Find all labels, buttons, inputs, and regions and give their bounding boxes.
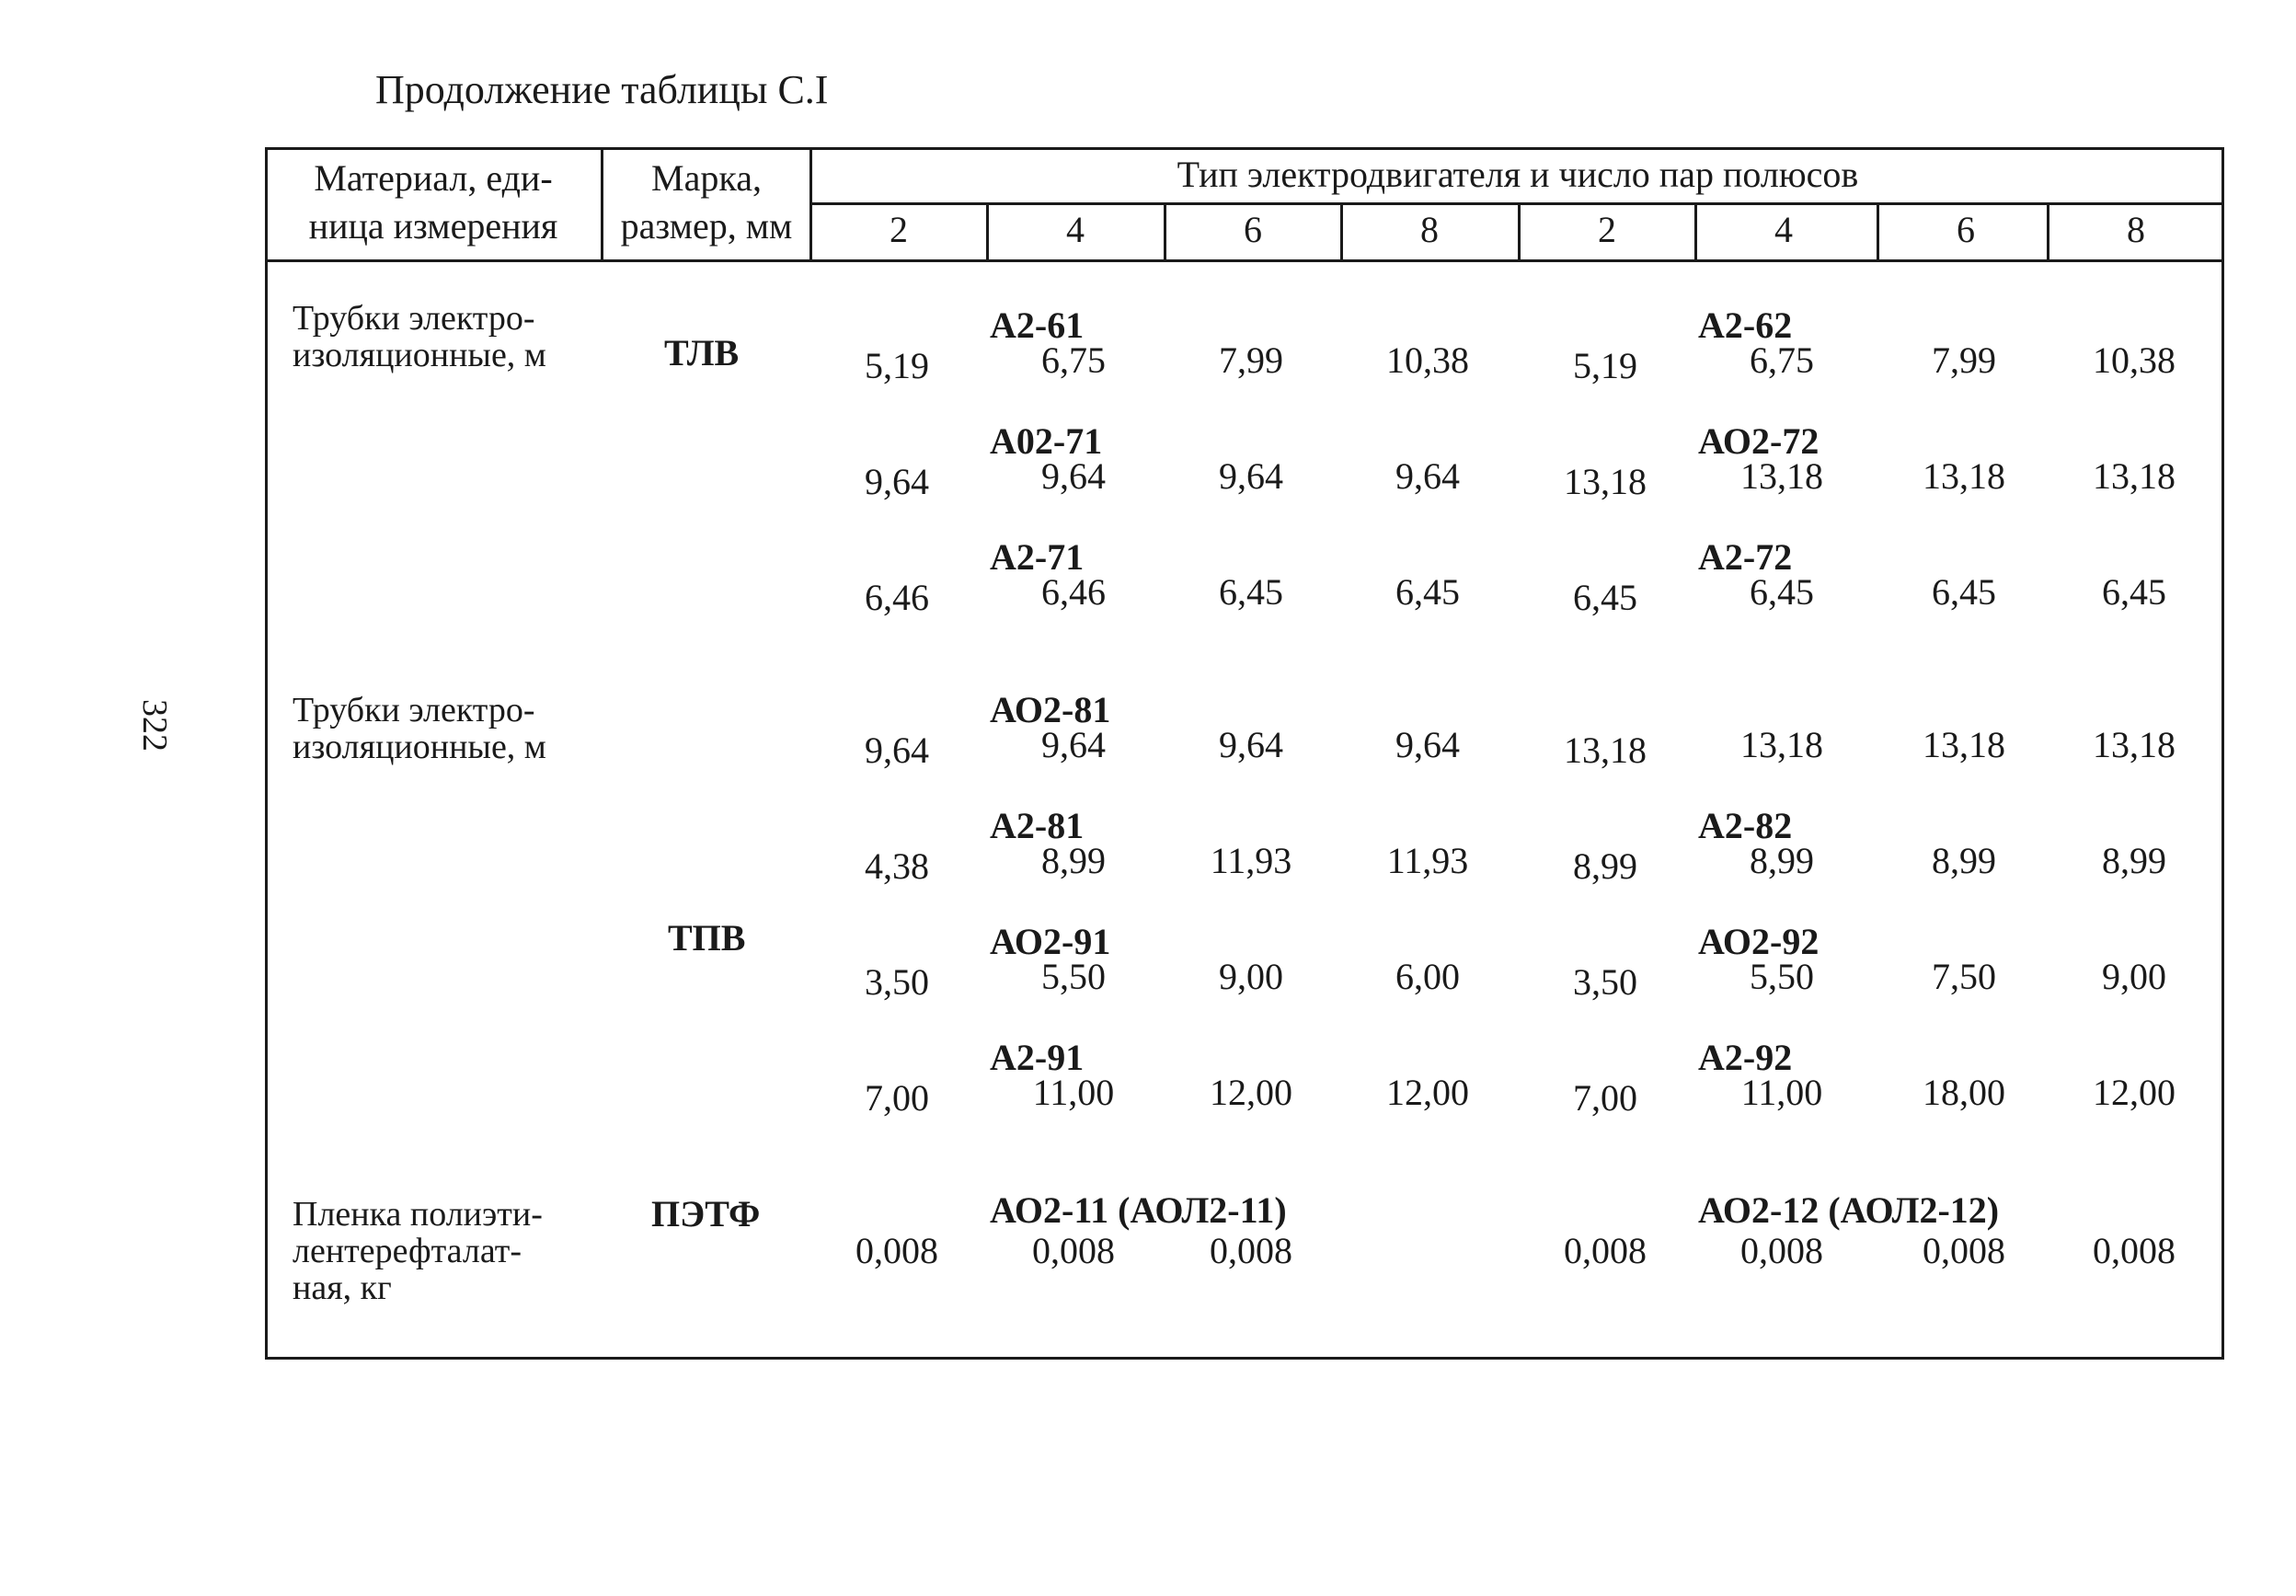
- model-label: АО2-11 (АОЛ2-11): [990, 1189, 1287, 1231]
- model-label: АО2-12 (АОЛ2-12): [1698, 1189, 2000, 1231]
- value-cell: 9,64: [1041, 724, 1106, 765]
- page-number: 322: [135, 699, 174, 752]
- model-label: А2-71: [990, 536, 1085, 578]
- value-cell: 5,19: [865, 345, 929, 386]
- value-cell: 0,008: [1210, 1230, 1292, 1271]
- value-cell: 13,18: [2093, 724, 2175, 765]
- value-cell: 9,64: [1395, 724, 1460, 765]
- value-cell: 11,00: [1740, 1072, 1823, 1113]
- value-cell: 6,46: [865, 577, 929, 618]
- header-mark: Марка, размер, мм: [620, 157, 793, 247]
- value-cell: 9,00: [2102, 956, 2166, 997]
- row-label-film: Пленка полиэти- лентерефталат- ная, кг: [293, 1195, 543, 1307]
- value-cell: 9,64: [865, 461, 929, 502]
- value-cell: 13,18: [1923, 455, 2005, 497]
- value-cell: 11,93: [1210, 840, 1292, 881]
- model-label: А02-71: [990, 420, 1103, 462]
- value-cell: 6,75: [1041, 339, 1106, 381]
- value-cell: 0,008: [1740, 1230, 1823, 1271]
- header-pole-count: 2: [890, 209, 908, 250]
- header-divider-bottom: [265, 259, 2224, 262]
- model-label: АО2-72: [1698, 420, 1820, 462]
- header-divider-top: [809, 202, 2224, 205]
- model-label: А2-91: [990, 1037, 1085, 1078]
- model-label: А2-92: [1698, 1037, 1793, 1078]
- value-cell: 9,64: [865, 729, 929, 771]
- model-label: АО2-91: [990, 921, 1111, 962]
- mark-petf: ПЭТФ: [651, 1193, 761, 1234]
- value-cell: 9,64: [1219, 724, 1283, 765]
- value-cell: 13,18: [2093, 455, 2175, 497]
- value-cell: 6,45: [1395, 571, 1460, 613]
- value-cell: 7,99: [1932, 339, 1996, 381]
- value-cell: 6,00: [1395, 956, 1460, 997]
- value-cell: 13,18: [1923, 724, 2005, 765]
- value-cell: 3,50: [1573, 961, 1637, 1003]
- value-cell: 13,18: [1740, 724, 1823, 765]
- value-cell: 12,00: [1210, 1072, 1292, 1113]
- value-cell: 0,008: [1032, 1230, 1115, 1271]
- value-cell: 9,64: [1219, 455, 1283, 497]
- value-cell: 12,00: [2093, 1072, 2175, 1113]
- value-cell: 6,46: [1041, 571, 1106, 613]
- value-cell: 0,008: [1923, 1230, 2005, 1271]
- model-label: А2-82: [1698, 805, 1793, 846]
- mark-tlv: ТЛВ: [664, 332, 740, 373]
- value-cell: 6,75: [1750, 339, 1814, 381]
- value-cell: 8,99: [1932, 840, 1996, 881]
- col-divider-material: [601, 147, 603, 261]
- value-cell: 18,00: [1923, 1072, 2005, 1113]
- value-cell: 3,50: [865, 961, 929, 1003]
- value-cell: 6,45: [2102, 571, 2166, 613]
- value-cell: 9,64: [1395, 455, 1460, 497]
- value-cell: 13,18: [1740, 455, 1823, 497]
- row-label-tubes: Трубки электро- изоляционные, м: [293, 691, 546, 766]
- value-cell: 6,45: [1219, 571, 1283, 613]
- model-label: АО2-81: [990, 689, 1111, 730]
- model-label: АО2-92: [1698, 921, 1820, 962]
- value-cell: 9,64: [1041, 455, 1106, 497]
- header-pole-count: 4: [1066, 209, 1085, 250]
- value-cell: 5,50: [1041, 956, 1106, 997]
- table-caption: Продолжение таблицы С.I: [375, 67, 829, 112]
- value-cell: 0,008: [1564, 1230, 1647, 1271]
- model-label: А2-61: [990, 304, 1085, 346]
- row-label-tubes: Трубки электро- изоляционные, м: [293, 299, 546, 374]
- header-pole-count: 4: [1774, 209, 1793, 250]
- value-cell: 13,18: [1564, 461, 1647, 502]
- value-cell: 5,19: [1573, 345, 1637, 386]
- header-motor-type: Тип электродвигателя и число пар полюсов: [1177, 154, 1859, 195]
- value-cell: 5,50: [1750, 956, 1814, 997]
- value-cell: 11,93: [1386, 840, 1469, 881]
- header-pole-count: 8: [2127, 209, 2145, 250]
- value-cell: 8,99: [1750, 840, 1814, 881]
- value-cell: 8,99: [2102, 840, 2166, 881]
- model-label: А2-81: [990, 805, 1085, 846]
- mark-tpv: ТПВ: [668, 917, 746, 959]
- value-cell: 7,00: [1573, 1077, 1637, 1119]
- header-pole-count: 6: [1244, 209, 1262, 250]
- value-cell: 6,45: [1932, 571, 1996, 613]
- value-cell: 7,99: [1219, 339, 1283, 381]
- value-cell: 8,99: [1573, 845, 1637, 887]
- model-label: А2-62: [1698, 304, 1793, 346]
- value-cell: 6,45: [1573, 577, 1637, 618]
- header-pole-count: 8: [1420, 209, 1439, 250]
- value-cell: 11,00: [1032, 1072, 1115, 1113]
- value-cell: 4,38: [865, 845, 929, 887]
- value-cell: 0,008: [2093, 1230, 2175, 1271]
- model-label: А2-72: [1698, 536, 1793, 578]
- value-cell: 7,00: [865, 1077, 929, 1119]
- header-pole-count: 6: [1957, 209, 1975, 250]
- value-cell: 9,00: [1219, 956, 1283, 997]
- value-cell: 6,45: [1750, 571, 1814, 613]
- value-cell: 10,38: [1386, 339, 1469, 381]
- header-pole-count: 2: [1598, 209, 1616, 250]
- value-cell: 0,008: [855, 1230, 938, 1271]
- value-cell: 8,99: [1041, 840, 1106, 881]
- value-cell: 13,18: [1564, 729, 1647, 771]
- value-cell: 7,50: [1932, 956, 1996, 997]
- value-cell: 12,00: [1386, 1072, 1469, 1113]
- header-material: Материал, еди- ница измерения: [308, 157, 558, 247]
- value-cell: 10,38: [2093, 339, 2175, 381]
